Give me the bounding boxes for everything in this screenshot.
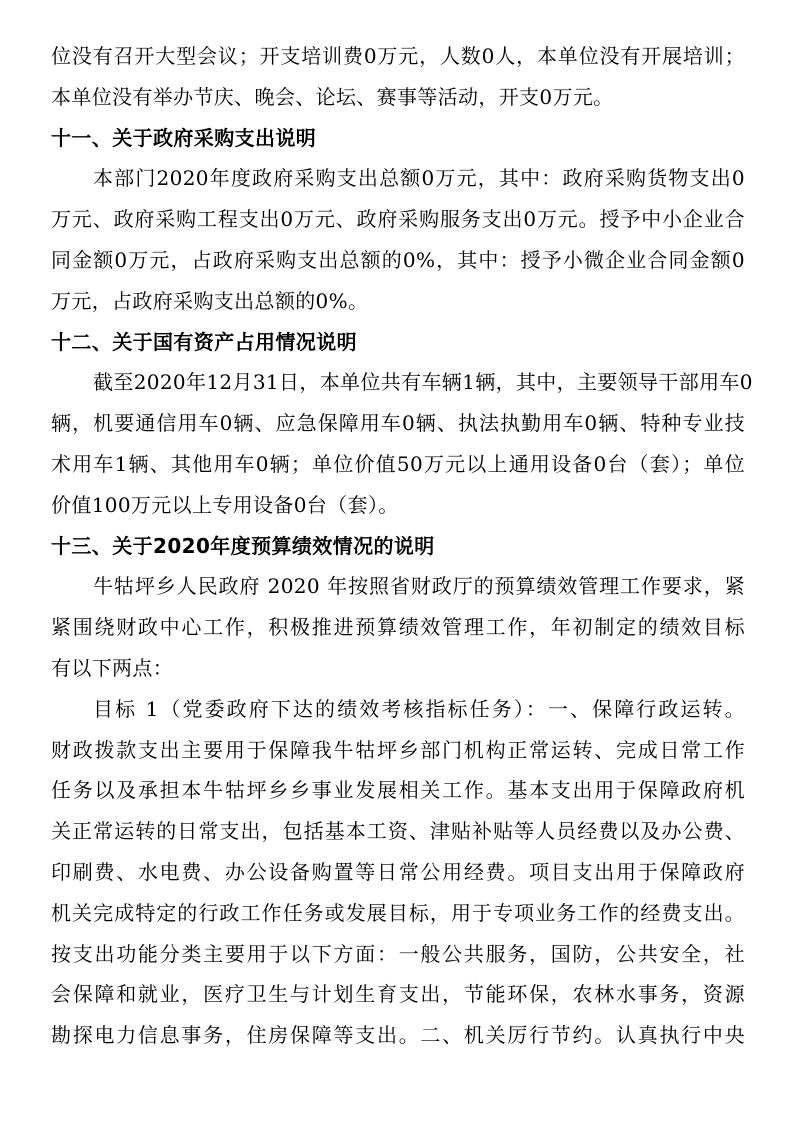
paragraph-line: 有以下两点：	[51, 655, 174, 680]
paragraph-line: 辆，机要通信用车0辆、应急保障用车0辆、执法执勤用车0辆、特种专业技	[51, 411, 745, 436]
section-heading: 十二、关于国有资产占用情况说明	[51, 329, 357, 354]
section-heading: 十一、关于政府采购支出说明	[51, 125, 317, 150]
paragraph-line: 同金额0万元，占政府采购支出总额的0%，其中：授予小微企业合同金额0	[51, 247, 745, 272]
paragraph-line: 价值100万元以上专用设备0台（套）。	[51, 492, 399, 517]
paragraph-line: 万元，占政府采购支出总额的0%。	[51, 288, 369, 313]
paragraph-line: 财政拨款支出主要用于保障我牛牯坪乡部门机构正常运转、完成日常工作	[51, 737, 745, 762]
paragraph-line: 会保障和就业，医疗卫生与计划生育支出，节能环保，农林水事务，资源	[51, 982, 745, 1007]
paragraph-line: 关正常运转的日常支出，包括基本工资、津贴补贴等人员经费以及办公费、	[51, 819, 745, 844]
section-heading: 十三、关于2020年度预算绩效情况的说明	[51, 533, 435, 558]
paragraph-line: 截至2020年12月31日，本单位共有车辆1辆，其中，主要领导干部用车0	[93, 370, 753, 395]
paragraph-line: 按支出功能分类主要用于以下方面：一般公共服务，国防，公共安全，社	[51, 941, 745, 966]
paragraph-line: 本单位没有举办节庆、晚会、论坛、赛事等活动，开支0万元。	[51, 84, 614, 109]
paragraph-line: 本部门2020年度政府采购支出总额0万元，其中：政府采购货物支出0	[93, 166, 745, 191]
paragraph-line: 位没有召开大型会议；开支培训费0万元，人数0人，本单位没有开展培训；	[51, 44, 745, 68]
paragraph-line: 万元、政府采购工程支出0万元、政府采购服务支出0万元。授予中小企业合	[51, 207, 745, 232]
paragraph-line: 任务以及承担本牛牯坪乡乡事业发展相关工作。基本支出用于保障政府机	[51, 778, 745, 803]
paragraph-line: 目标 1（党委政府下达的绩效考核指标任务）：一、保障行政运转。	[93, 696, 745, 721]
paragraph-line: 牛牯坪乡人民政府 2020 年按照省财政厅的预算绩效管理工作要求，紧	[93, 574, 745, 599]
document-page	[51, 36, 753, 1056]
paragraph-line: 勘探电力信息事务，住房保障等支出。二、机关厉行节约。认真执行中央	[51, 1023, 745, 1048]
paragraph-line: 术用车1辆、其他用车0辆；单位价值50万元以上通用设备0台（套）；单位	[51, 451, 745, 476]
paragraph-line: 印刷费、水电费、办公设备购置等日常公用经费。项目支出用于保障政府	[51, 859, 745, 884]
paragraph-line: 紧围绕财政中心工作，积极推进预算绩效管理工作，年初制定的绩效目标	[51, 615, 745, 640]
paragraph-line: 机关完成特定的行政工作任务或发展目标，用于专项业务工作的经费支出。	[51, 900, 745, 925]
